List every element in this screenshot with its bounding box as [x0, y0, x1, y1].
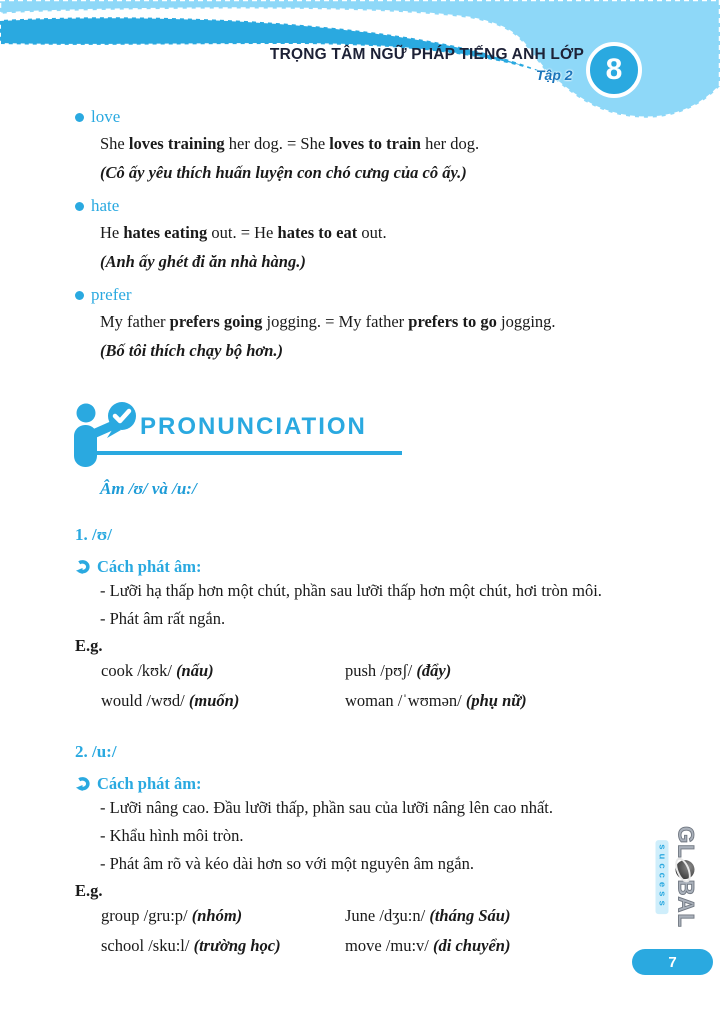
verb-item-hate	[75, 194, 675, 276]
example-translation: (muốn)	[188, 691, 240, 710]
logo-text-part2: BAL	[673, 879, 699, 928]
sentence-translation: (Cô ấy yêu thích huấn luyện con chó cưng của cô ấy.)	[100, 163, 467, 182]
example-cell	[345, 686, 675, 716]
pronunciation-note: - Phát âm rất ngắn.	[100, 609, 226, 628]
verb-item-prefer	[75, 283, 675, 365]
pronunciation-heading	[75, 401, 675, 473]
example-word: woman /ˈwʊmən/	[345, 691, 466, 710]
pronunciation-note: - Lưỡi hạ thấp hơn một chút, phần sau lưỡi thấp hơn một chút, hơi tròn môi.	[100, 581, 602, 600]
example-translation: (tháng Sáu)	[429, 906, 511, 925]
speaker-person-icon	[63, 401, 141, 469]
sentence-part: jogging. = My father	[262, 312, 409, 331]
pronunciation-note: - Phát âm rõ và kéo dài hơn so với một nguyên âm ngắn.	[100, 854, 474, 873]
example-word: group /gru:p/	[101, 906, 192, 925]
example-grid	[101, 901, 675, 961]
example-word: cook /kʊk/	[101, 661, 177, 680]
sentence-part: He	[100, 223, 124, 242]
sentence-part: My father	[100, 312, 170, 331]
method-row	[75, 557, 675, 577]
verb-label: hate	[91, 196, 120, 215]
example-grid	[101, 656, 675, 716]
arrow-bullet-icon	[75, 776, 91, 792]
example-word: June /dʒu:n/	[345, 906, 430, 925]
bullet-dot-icon	[75, 291, 84, 300]
example-translation: (phụ nữ)	[465, 691, 527, 710]
pronunciation-note: - Khẩu hình môi tròn.	[100, 826, 244, 845]
bullet-dot-icon	[75, 202, 84, 211]
example-word: push /pʊʃ/	[345, 661, 417, 680]
sentence-part: She	[100, 134, 129, 153]
sentence-bold: prefers to go	[408, 312, 497, 331]
example-cell	[345, 656, 675, 686]
sentence-part: out.	[357, 223, 387, 242]
verb-label-row	[75, 283, 675, 307]
example-cell	[345, 901, 675, 931]
example-sentence	[100, 307, 675, 336]
example-translation: (đẩy)	[416, 661, 452, 680]
method-label: Cách phát âm:	[97, 557, 202, 576]
section-title: PRONUNCIATION	[140, 413, 367, 440]
sentence-translation: (Bố tôi thích chạy bộ hơn.)	[100, 341, 284, 360]
main-content	[75, 98, 675, 961]
bullet-dot-icon	[75, 113, 84, 122]
pronunciation-note: - Lưỡi nâng cao. Đầu lưỡi thấp, phần sau của lưỡi nâng lên cao nhất.	[100, 798, 553, 817]
example-cell	[101, 901, 345, 931]
example-sentence	[100, 129, 675, 158]
grade-number: 8	[605, 53, 623, 86]
sentence-bold: loves to train	[329, 134, 421, 153]
sound-section-2-number: 2. /u:/	[75, 742, 117, 761]
verb-label: love	[91, 107, 121, 126]
example-translation: (nấu)	[176, 661, 214, 680]
example-translation: (nhóm)	[191, 906, 243, 925]
verb-label-row	[75, 105, 675, 129]
method-row	[75, 774, 675, 794]
arrow-bullet-icon	[75, 559, 91, 575]
example-word: would /wʊd/	[101, 691, 189, 710]
verb-label: prefer	[91, 285, 132, 304]
sentence-bold: prefers going	[169, 312, 263, 331]
example-cell	[345, 931, 675, 961]
publisher-logo	[648, 816, 706, 938]
grade-badge	[586, 42, 642, 98]
logo-global-wordmark	[673, 826, 699, 928]
title-underline	[97, 451, 402, 455]
book-series-title: TRỌNG TÂM NGỮ PHÁP TIẾNG ANH LỚP	[269, 46, 584, 63]
verb-item-love	[75, 105, 675, 187]
sentence-part: her dog. = She	[224, 134, 330, 153]
logo-success-text: success	[656, 840, 669, 914]
logo-text-part1: GL	[673, 826, 699, 859]
verb-label-row	[75, 194, 675, 218]
volume-label: Tập 2	[536, 67, 573, 83]
sentence-part: jogging.	[496, 312, 556, 331]
sentence-part: out. = He	[207, 223, 278, 242]
example-word: move /mu:v/	[345, 936, 433, 955]
example-translation: (di chuyển)	[433, 936, 511, 955]
sentence-translation: (Anh ấy ghét đi ăn nhà hàng.)	[100, 252, 306, 271]
example-label: E.g.	[75, 636, 103, 655]
example-sentence	[100, 218, 675, 247]
sentence-bold: loves training	[128, 134, 225, 153]
example-cell	[101, 686, 345, 716]
example-cell	[101, 931, 345, 961]
logo-rotated-wrap	[656, 826, 699, 928]
example-label: E.g.	[75, 881, 103, 900]
sentence-bold: hates eating	[123, 223, 208, 242]
sound-section-1-number: 1. /ʊ/	[75, 525, 112, 544]
example-cell	[101, 656, 345, 686]
method-label: Cách phát âm:	[97, 774, 202, 793]
example-translation: (trường học)	[193, 936, 281, 955]
pronunciation-subtitle: Âm /ʊ/ và /u:/	[100, 479, 197, 498]
sentence-bold: hates to eat	[277, 223, 358, 242]
page-number: 7	[668, 953, 677, 971]
example-word: school /sku:l/	[101, 936, 194, 955]
sentence-part: her dog.	[420, 134, 480, 153]
globe-icon	[676, 860, 695, 879]
page-number-badge	[632, 949, 713, 975]
